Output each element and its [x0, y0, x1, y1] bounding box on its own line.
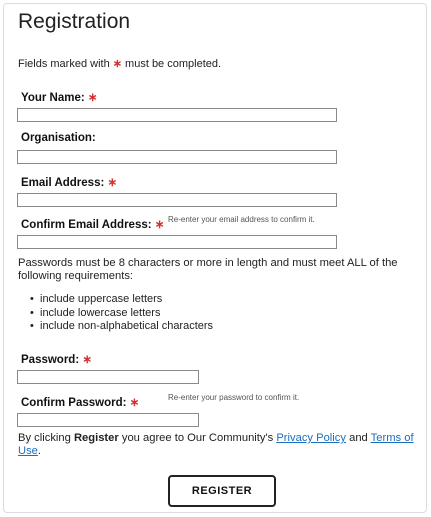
confirm-password-label [21, 395, 139, 409]
confirm-email-label [21, 217, 164, 231]
confirm-password-label-text: Confirm Password: [21, 397, 127, 409]
required-asterisk-icon: ∗ [112, 58, 122, 70]
terms-of-use-link[interactable]: Terms of Use [18, 432, 414, 457]
confirm-email-label-text: Confirm Email Address: [21, 219, 152, 231]
organisation-label [21, 132, 96, 144]
required-asterisk-icon: ∗ [87, 92, 98, 104]
intro-text-end: must be completed. [125, 58, 222, 70]
privacy-policy-link[interactable]: Privacy Policy [276, 432, 346, 444]
name-label-text: Your Name: [21, 92, 85, 104]
email-input[interactable] [17, 193, 337, 207]
password-label-text: Password: [21, 354, 80, 366]
register-button[interactable]: REGISTER [168, 475, 276, 507]
organisation-input[interactable] [17, 150, 337, 164]
required-asterisk-icon: ∗ [82, 354, 93, 366]
list-item: • include uppercase letters [40, 293, 213, 307]
terms-agreement-text [18, 432, 423, 458]
intro-text-start: Fields marked with [18, 58, 110, 70]
email-label [21, 175, 117, 189]
agree-and: and [349, 432, 368, 444]
password-label [21, 352, 92, 366]
required-asterisk-icon: ∗ [154, 219, 165, 231]
confirm-password-hint: Re-enter your password to confirm it. [168, 393, 300, 402]
confirm-email-hint: Re-enter your email address to confirm it. [168, 215, 315, 224]
registration-card [3, 3, 427, 513]
list-item: • include non-alphabetical characters [40, 320, 213, 334]
password-requirements-list [30, 293, 213, 334]
organisation-label-text: Organisation: [21, 132, 96, 144]
agree-prefix: By clicking [18, 432, 71, 444]
required-fields-note [18, 57, 221, 70]
password-rules-text: Passwords must be 8 characters or more in length and must meet ALL of the following requirements: [18, 257, 398, 282]
required-asterisk-icon: ∗ [129, 397, 140, 409]
agree-period: . [37, 445, 42, 457]
confirm-email-input[interactable] [17, 235, 337, 249]
confirm-password-input[interactable] [17, 413, 199, 427]
agree-middle: you agree to Our Community's [121, 432, 274, 444]
email-label-text: Email Address: [21, 177, 105, 189]
page-title: Registration [18, 10, 131, 33]
name-label [21, 90, 98, 104]
required-asterisk-icon: ∗ [107, 177, 118, 189]
password-input[interactable] [17, 370, 199, 384]
agree-register-word: Register [73, 432, 119, 444]
name-input[interactable] [17, 108, 337, 122]
list-item: • include lowercase letters [40, 307, 213, 321]
